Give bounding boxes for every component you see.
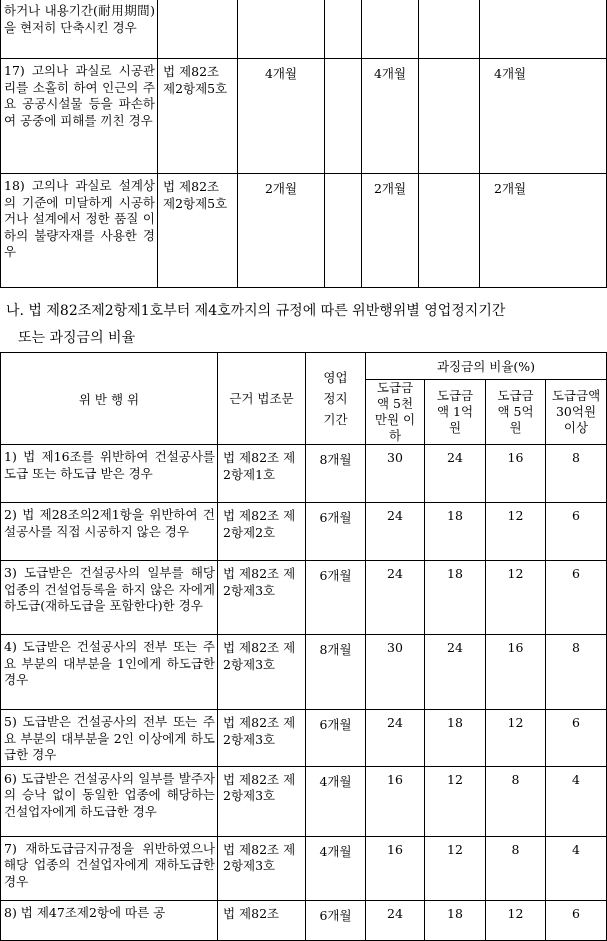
- law-cell: 법 제82조 제2항제1호: [218, 445, 306, 503]
- period-cell: 6개월: [306, 710, 366, 767]
- law-cell: 법 제82조 제2항제5호: [158, 59, 238, 174]
- header-violation: 위 반 행 위: [1, 353, 218, 445]
- ratio-cell: 6: [546, 710, 607, 767]
- ratio-cell: 6: [546, 503, 607, 561]
- ratio-cell: 30: [366, 635, 425, 710]
- period-cell: 2개월: [362, 174, 419, 288]
- table-row: [1, 900, 607, 940]
- ratio-cell: 18: [425, 900, 486, 940]
- law-cell: 법 제82조 제2항제3호: [218, 766, 306, 836]
- law-cell: 법 제82조: [218, 900, 306, 940]
- header-amount-4: 도급금액 30억원 이상: [546, 380, 607, 445]
- header-amount-1: 도급금액 5천만원 이하: [366, 380, 425, 445]
- ratio-cell: 12: [486, 900, 546, 940]
- ratio-cell: 4: [546, 766, 607, 836]
- ratio-cell: 8: [546, 635, 607, 710]
- ratio-cell: 6: [546, 561, 607, 635]
- violation-cell: 4) 도급받은 건설공사의 전부 또는 주요 부분의 대부분을 1인에게 하도급한 경우: [1, 635, 218, 710]
- ratio-cell: 24: [366, 710, 425, 767]
- law-cell: 법 제82조 제2항제3호: [218, 836, 306, 900]
- ratio-cell: 12: [425, 766, 486, 836]
- violation-cell: 3) 도급받은 건설공사의 일부를 해당 업종의 건설업등록을 하지 않은 자에게 하도급(재하도급을 포함한다)한 경우: [1, 561, 218, 635]
- ratio-cell: 24: [425, 635, 486, 710]
- violation-cell: 5) 도급받은 건설공사의 전부 또는 주요 부분의 대부분을 2인 이상에게 하도급한 경우: [1, 710, 218, 767]
- header-period: 영업 정지 기간: [306, 353, 366, 445]
- ratio-cell: 24: [425, 445, 486, 503]
- period-cell: 8개월: [306, 445, 366, 503]
- violation-cell: 17) 고의나 과실로 시공관리를 소홀히 하여 인근의 주요 공공시설물 등을 파손하여 공중에 피해를 끼친 경우: [1, 59, 158, 174]
- ratio-cell: 18: [425, 710, 486, 767]
- ratio-cell: 16: [486, 635, 546, 710]
- law-cell: [158, 0, 238, 59]
- period-cell: 6개월: [306, 503, 366, 561]
- period-cell: 6개월: [306, 900, 366, 940]
- ratio-cell: 16: [486, 445, 546, 503]
- table-row: [1, 503, 607, 561]
- ratio-cell: 30: [366, 445, 425, 503]
- table-row: [1, 766, 607, 836]
- period-cell: 4개월: [306, 836, 366, 900]
- table-row: [1, 0, 607, 59]
- violation-cell: 18) 고의나 과실로 설계상의 기준에 미달하게 시공하거나 설계에서 정한 품질 이하의 불량자재를 사용한 경우: [1, 174, 158, 288]
- ratio-cell: 24: [366, 900, 425, 940]
- ratio-cell: 12: [425, 836, 486, 900]
- period-cell: 4개월: [238, 59, 325, 174]
- table-row: [1, 561, 607, 635]
- table-row: [1, 174, 607, 288]
- ratio-cell: 8: [546, 445, 607, 503]
- law-cell: 법 제82조 제2항제3호: [218, 561, 306, 635]
- period-cell: 2개월: [480, 174, 607, 288]
- period-cell: 4개월: [480, 59, 607, 174]
- table-row: [1, 445, 607, 503]
- violation-cell: 1) 법 제16조를 위반하여 건설공사를 도급 또는 하도급 받은 경우: [1, 445, 218, 503]
- ratio-cell: 6: [546, 900, 607, 940]
- period-cell: 4개월: [362, 59, 419, 174]
- penalty-table-continued: [0, 0, 607, 288]
- violation-cell: 7) 재하도급금지규정을 위반하였으나 해당 업종의 건설업자에게 재하도급한 경우: [1, 836, 218, 900]
- law-cell: 법 제82조 제2항제2호: [218, 503, 306, 561]
- ratio-cell: 24: [366, 561, 425, 635]
- section-heading-line: 나. 법 제82조제2항제1호부터 제4호까지의 규정에 따른 위반행위별 영업정지기간: [6, 303, 506, 319]
- ratio-cell: 12: [486, 710, 546, 767]
- period-cell: [480, 0, 607, 59]
- penalty-ratio-table: [0, 352, 607, 941]
- period-cell: 2개월: [238, 174, 325, 288]
- header-ratio: 과징금의 비율(%): [366, 353, 607, 380]
- ratio-cell: 16: [366, 836, 425, 900]
- ratio-cell: 4: [546, 836, 607, 900]
- law-cell: 법 제82조 제2항제5호: [158, 174, 238, 288]
- violation-cell: 하거나 내용기간(耐用期間)을 현저히 단축시킨 경우: [1, 0, 158, 59]
- ratio-cell: 12: [486, 503, 546, 561]
- ratio-cell: 8: [486, 766, 546, 836]
- table-row: [1, 836, 607, 900]
- period-cell: [238, 0, 325, 59]
- law-cell: 법 제82조 제2항제3호: [218, 710, 306, 767]
- period-cell: [362, 0, 419, 59]
- ratio-cell: 18: [425, 561, 486, 635]
- section-heading: [6, 298, 606, 352]
- table-row: [1, 710, 607, 767]
- period-cell: 8개월: [306, 635, 366, 710]
- table-row: [1, 635, 607, 710]
- violation-cell: 2) 법 제28조의2제1항을 위반하여 건설공사를 직접 시공하지 않은 경우: [1, 503, 218, 561]
- ratio-cell: 24: [366, 503, 425, 561]
- ratio-cell: 8: [486, 836, 546, 900]
- violation-cell: 6) 도급받은 건설공사의 일부를 발주자의 승낙 없이 동일한 업종에 해당하는 건설업자에게 하도급한 경우: [1, 766, 218, 836]
- period-cell: 6개월: [306, 561, 366, 635]
- header-amount-3: 도급금액 5억원: [486, 380, 546, 445]
- violation-cell: 8) 법 제47조제2항에 따른 공: [1, 900, 218, 940]
- header-amount-2: 도급금액 1억원: [425, 380, 486, 445]
- header-law: 근거 법조문: [218, 353, 306, 445]
- table-body: [1, 445, 607, 941]
- ratio-cell: 16: [366, 766, 425, 836]
- period-cell: 4개월: [306, 766, 366, 836]
- ratio-cell: 12: [486, 561, 546, 635]
- section-heading-line: 또는 과징금의 비율: [18, 330, 136, 346]
- ratio-cell: 18: [425, 503, 486, 561]
- law-cell: 법 제82조 제2항제3호: [218, 635, 306, 710]
- table-row: [1, 59, 607, 174]
